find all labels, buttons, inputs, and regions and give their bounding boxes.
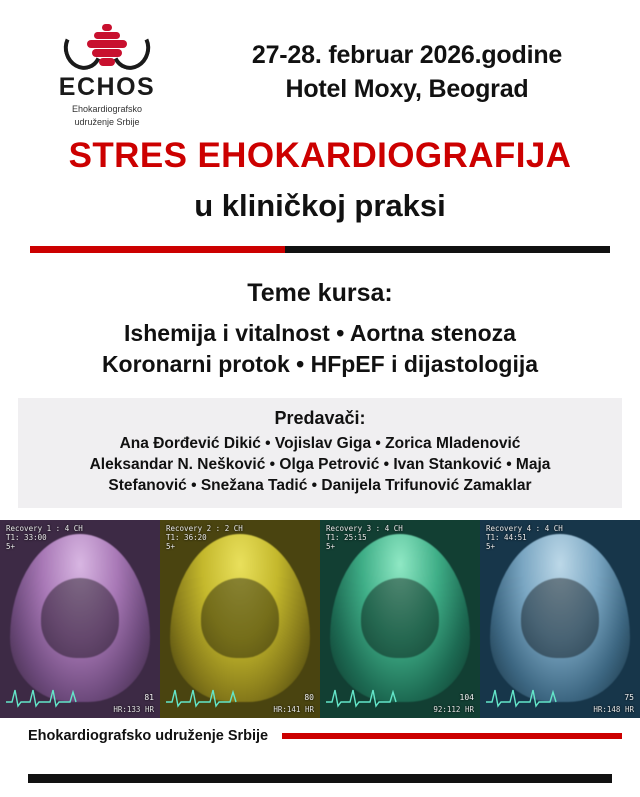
page-title: STRES EHOKARDIOGRAFIJA [68, 136, 572, 175]
speakers-heading: Predavači: [274, 408, 366, 428]
page-subtitle: u kliničkoj praksi [194, 188, 446, 223]
echo-value: 75 [624, 693, 634, 702]
speakers-line: Aleksandar N. Nešković • Olga Petrović • Ivan Stanković • Maja [89, 456, 551, 473]
divider [30, 246, 610, 253]
divider-red-segment [30, 246, 285, 253]
footer-rule [282, 733, 622, 739]
divider-black-segment [285, 246, 610, 253]
echo-label: Recovery 3 : 4 CH T1: 25:15 5+ [326, 524, 403, 551]
ecg-trace-icon [326, 682, 398, 708]
topics-section [0, 279, 640, 380]
logo-name: ECHOS [58, 73, 156, 101]
poster-header [0, 0, 640, 127]
heart-waves-icon [70, 20, 144, 70]
topic-line: Koronarni protok • HFpEF i dijastologija [101, 351, 539, 377]
echo-label: Recovery 4 : 4 CH T1: 44:51 5+ [486, 524, 563, 551]
speakers-line: Stefanović • Snežana Tadić • Danijela Trifunović Zamaklar [108, 477, 532, 494]
echo-hr: 92:112 HR [433, 705, 474, 714]
ecg-trace-icon [166, 682, 238, 708]
echo-label: Recovery 1 : 4 CH T1: 33:00 5+ [6, 524, 83, 551]
echo-image [160, 520, 320, 718]
echo-image [320, 520, 480, 718]
ecg-trace-icon [486, 682, 558, 708]
topic-line: Ishemija i vitalnost • Aortna stenoza [124, 320, 516, 346]
ecg-trace-icon [6, 682, 78, 708]
echo-value: 104 [459, 693, 474, 702]
echo-image [0, 520, 160, 718]
speakers-line: Ana Đorđević Dikić • Vojislav Giga • Zorica Mladenović [119, 435, 521, 452]
header-event-info [192, 16, 622, 106]
bottom-bar [28, 774, 612, 783]
echo-label: Recovery 2 : 2 CH T1: 36:20 5+ [166, 524, 243, 551]
poster-footer [0, 718, 640, 744]
echo-value: 80 [304, 693, 314, 702]
echo-hr: HR:141 HR [273, 705, 314, 714]
echo-value: 81 [144, 693, 154, 702]
echocardiogram-strip [0, 520, 640, 718]
echo-hr: HR:133 HR [113, 705, 154, 714]
event-date: 27-28. februar 2026.godine [251, 41, 563, 69]
echo-hr: HR:148 HR [593, 705, 634, 714]
speakers-section [18, 398, 622, 508]
logo-subtitle-line2: udruženje Srbije [74, 117, 140, 127]
event-venue: Hotel Moxy, Beograd [285, 75, 529, 103]
echo-image [480, 520, 640, 718]
logo-subtitle-line1: Ehokardiografsko [71, 104, 143, 114]
logo-block [22, 16, 192, 128]
footer-organization: Ehokardiografsko udruženje Srbije [28, 728, 269, 744]
topics-heading: Teme kursa: [247, 279, 393, 307]
